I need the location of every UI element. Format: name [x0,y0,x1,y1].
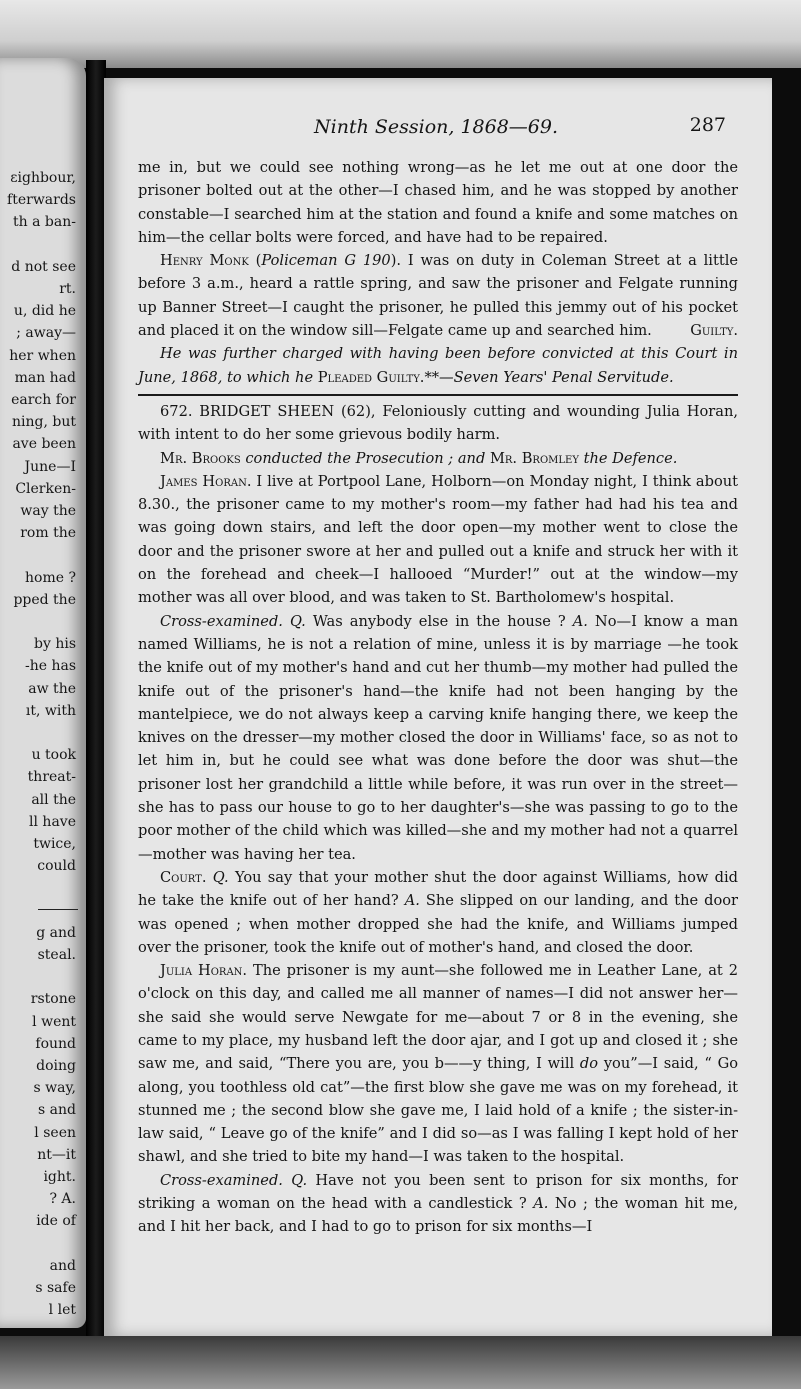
left-page-fragment: u took [31,747,76,764]
left-page-fragment: home ? [25,569,76,586]
left-page-fragment: found [35,1035,76,1052]
left-page-fragment: rt. [59,281,76,297]
left-page-fragment: ight. [43,1169,76,1185]
left-page-fragment: steal. [37,947,76,963]
background-bottom-edge [0,1336,801,1389]
left-page-fragment: ; away— [16,325,76,342]
counsel-prosecution: Mr. Brooks [160,449,241,467]
left-page-fragment: -he has [24,658,76,675]
left-page-fragment: threat- [27,769,76,786]
left-page-fragment: ide of [36,1213,76,1230]
case-separator-rule [138,394,738,396]
left-page-edge [0,58,86,1328]
left-page-fragment: fterwards [7,192,76,209]
left-page-fragment: could [37,858,76,875]
paragraph-text: Feloniously cutting and wounding Julia Horan, with intent to do her some grievous bodily harm. [138,402,739,444]
left-page-fragment: th a ban- [13,214,76,231]
background-top-edge [0,0,801,68]
question-text: Was anybody else in the house ? [312,612,566,630]
paragraph-continuation [138,156,738,249]
paragraph-court [138,866,738,959]
paragraph-text: the Defence. [583,449,678,467]
paragraph-text: No ; the woman hit me, and I hit her back, and I had to go to prison for six months—I [138,1195,739,1236]
sentence: **—Seven Years' Penal Servitude. [424,368,674,386]
paragraph-cross-examination-1 [138,610,738,866]
left-page-fragment: by his [34,636,76,653]
witness-name: Julia Horan. [160,962,248,980]
exam-label: Cross-examined. [160,1171,283,1189]
case-heading: 672. BRIDGET SHEEN (62), [160,402,376,420]
question-marker: Q. [291,1171,308,1189]
left-page-fragment: ɛighbour, [10,170,76,186]
plea: Pleaded Guilty. [317,368,425,386]
left-page-fragment: earch for [11,392,76,408]
exam-label: Cross-examined. [160,612,283,630]
paragraph-james-horan [138,470,738,610]
witness-role: Policeman G 190 [261,252,391,270]
left-page-fragment: man had [14,369,76,386]
left-page-fragment: s safe [35,1280,76,1296]
left-page-fragment: June—I [24,458,76,475]
paragraph-text: I live at Portpool Lane, Holborn—on Monday night, I think about 8.30., the prisoner came to my mother's room—my father had had his tea and was going down stairs, and left the door open—my mother went to close the door and the prisoner swore at her and pulled out a knife and struck her with it on the forehead and cheek—I hallooed “Murder!” out at the window—my mother was all over blood, and was taken to St. Bartholomew's hospital. [138,472,738,607]
left-page-fragment: u, did he [13,303,76,320]
left-page-fragment: Clerken- [15,480,76,497]
witness-name: Henry Monk [160,252,249,270]
paragraph-julia-horan [138,959,738,1169]
left-page-fragment: ll have [29,813,76,830]
answer-marker: A. [572,612,588,630]
left-page-fragment: way the [20,503,76,519]
paragraph-text: I was on duty in Coleman Street at a little before 3 a.m., heard a rattle spring, and saw the prisoner and Felgate running up Banner Street—I caught the prisoner, he pulled this jemmy out of his pocket and placed it on the window sill—Felgate came up and searched him. [138,252,738,340]
right-page [104,78,772,1336]
paragraph-henry-monk: Henry Monk (Policeman G 190). I was on duty in Coleman Street at a little before 3 a.m., heard a rattle spring, and saw the prisoner and Felgate running up Banner Street—I caught the prisoner, he pulled this jemmy out of his pocket and placed it on the window sill—Felgate came up and searched him. Guilty. [138,249,738,342]
left-page-fragment: aw the [28,680,76,697]
paragraph-cross-examination-2 [138,1169,738,1239]
left-page-fragment: and [49,1257,76,1274]
left-page-fragment: twice, [33,836,76,852]
left-page-fragment: ning, but [12,414,76,431]
left-page-fragment: all the [31,791,76,808]
left-page-fragment: rstone [30,991,76,1008]
book-gutter [86,60,106,1340]
left-page-fragment: g and [36,924,76,941]
paragraph-text: me in, but we could see nothing wrong—as he let me out at one door the prisoner bolted out at the other—I chased him, and he was stopped by another constable—I searched him at the station and found a knife and some matches on him—the cellar bolts were forced, and have had to be repaired. [138,159,738,246]
paragraph-counsel [138,447,738,470]
left-page-fragment: s and [38,1102,76,1119]
counsel-defence: Mr. Bromley [489,449,579,467]
question-marker: Q. [212,868,229,886]
running-title: Ninth Session, 1868—69. [314,116,559,138]
paragraph-case-672 [138,400,738,447]
exam-label: Court. [160,868,207,886]
question-text: Have not you been sent to prison for six months, for striking a woman on the head with a candlestick ? [138,1171,738,1213]
left-page-fragment: nt—it [37,1146,76,1163]
answer-marker: A. [404,892,420,910]
left-page-fragment: ave been [12,436,76,453]
page-body [138,156,738,1239]
left-page-fragment: her when [9,347,76,364]
left-page-fragment: l went [32,1013,76,1030]
paragraph-further-charged [138,342,738,389]
left-page-fragment: s way, [33,1080,76,1097]
left-page-fragment: l seen [34,1124,76,1141]
paragraph-text: you”—I said, “ Go along, you toothless old cat”—the first blow she gave me was on my forehead, it stunned me ; the second blow she gave me, I laid hold of a knife ; the sister-in-law said, “ Leave go of the knife” and I did so—as I was falling I kept hold of her shawl, and she tried to bite my hand—I was taken to the hospital. [138,1055,739,1166]
paragraph-text: He was further charged with having been before convicted at this Court in June, 1868, to which he [138,345,738,386]
left-page-fragment: rom the [20,525,76,542]
left-page-fragment: ıt, with [25,702,76,719]
left-page-fragment: l let [48,1302,76,1319]
verdict: Guilty. [690,322,738,340]
answer-marker: A. [533,1195,549,1213]
left-page-fragment: pped the [13,591,76,608]
witness-name: James Horan. [160,472,252,490]
left-page-fragment: ? A. [49,1191,76,1208]
question-text: You say that your mother shut the door against Williams, how did he take the knife out of her hand? [138,868,739,910]
emphasis: do [579,1055,599,1073]
left-page-rule [38,909,78,910]
paragraph-text: No—I know a man named Williams, he is not a relation of mine, unless it is by marriage —he took the knife out of my mother's hand and cut her thumb—my mother had pulled the knife out of the prisoner's hand—the knife had not been hanging by the mantelpiece, we do not always keep a carving knife hanging there, we keep the knives on the dresser—my mother closed the door in Williams' face, so as not to let him in, but he could see what was done before the door was shut—the prisoner lost her grandchild a little while before, it was run over in the street—she has to pass our house to go to her daughter's—she was passing to go to the poor mother of the child which was killed—she and my mother had not a quarrel—mother was having her tea. [138,612,738,863]
left-page-fragment: d not see [11,258,76,275]
paragraph-text: She slipped on our landing, and the door was opened ; when mother dropped she had the knife, and Williams jumped over the prisoner, took the knife out of mother's hand, and closed the door. [138,892,738,956]
paragraph-text: The prisoner is my aunt—she followed me in Leather Lane, at 2 o'clock on this day, and called me all manner of names—I did not answer her—she said she would serve Newgate for me—about 7 or 8 in the evening, she came to my place, my husband left the door ajar, and I got up and closed it ; she saw me, and said, “There you are, you b——y thing, I will [138,962,739,1073]
page-header [104,116,772,144]
question-marker: Q. [289,612,306,630]
paragraph-text: conducted the Prosecution ; and [245,449,486,467]
page-number: 287 [689,114,726,136]
left-page-fragment: doing [36,1058,76,1074]
